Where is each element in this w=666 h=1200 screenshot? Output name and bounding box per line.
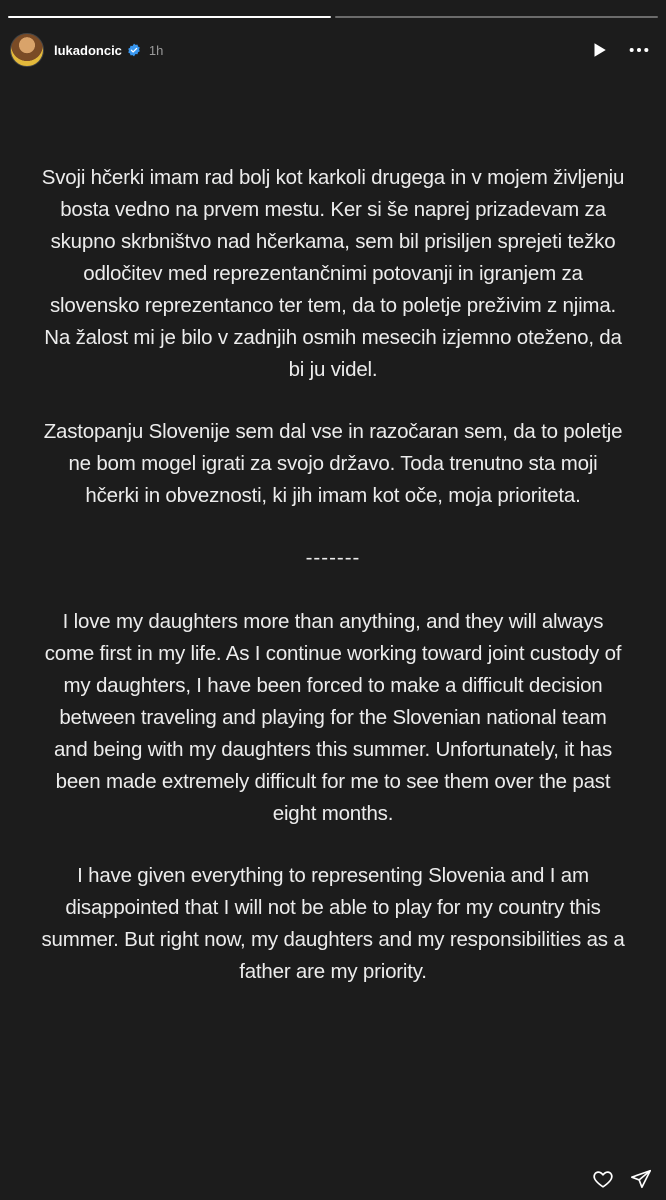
post-time: 1h <box>148 42 164 58</box>
play-icon[interactable] <box>588 39 610 61</box>
text-divider: ------- <box>305 546 361 569</box>
story-header <box>10 30 656 70</box>
username[interactable]: lukadoncic <box>54 42 122 58</box>
paragraph-en-2: I have given everything to representing Slovenia and I am disappointed that I will not be able to play for my country this summer. But right now, my daughters and my responsibilities as a father are my priority. <box>41 864 625 983</box>
story-footer <box>592 1168 652 1190</box>
verified-badge-icon <box>127 43 141 57</box>
story-text <box>40 162 626 1018</box>
progress-segment <box>8 16 331 18</box>
progress-segment <box>335 16 658 18</box>
send-icon[interactable] <box>630 1168 652 1190</box>
header-controls <box>588 39 650 61</box>
heart-icon[interactable] <box>592 1168 614 1190</box>
paragraph-sl-1: Svoji hčerki imam rad bolj kot karkoli drugega in v mojem življenju bosta vedno na prvem mestu. Ker si še naprej prizadevam za skupno skrbništvo nad hčerkama, sem bil prisiljen sprejeti težko odločitev med reprezentančnimi potovanji in igranjem za slovensko reprezentanco ter tem, da to poletje preživim z njima. Na žalost mi je bilo v zadnjih osmih mesecih izjemno oteženo, da bi ju videl. <box>41 166 625 381</box>
story-progress-bar <box>8 16 658 18</box>
paragraph-en-1: I love my daughters more than anything, and they will always come first in my life. As I continue working toward joint custody of my daughters, I have been forced to make a difficult decision between traveling and playing for the Slovenian national team and being with my daughters this summer. Unfortunately, it has been made extremely difficult for me to see them over the past eight months. <box>44 610 622 825</box>
more-options-icon[interactable] <box>628 39 650 61</box>
avatar[interactable] <box>10 33 44 67</box>
paragraph-sl-2: Zastopanju Slovenije sem dal vse in razočaran sem, da to poletje ne bom mogel igrati za svojo državo. Toda trenutno sta moji hčerki in obveznosti, ki jih imam kot oče, moja prioriteta. <box>43 420 623 507</box>
